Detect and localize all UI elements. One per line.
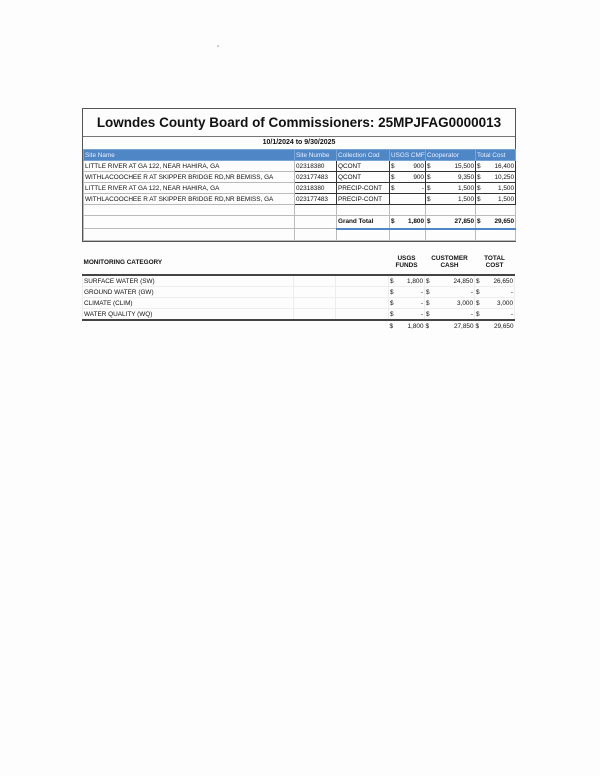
customer-cash: 24,850 [453, 277, 473, 285]
currency: $ [475, 322, 480, 330]
currency: $ [476, 288, 480, 296]
monitoring-category: SURFACE WATER (SW) [83, 275, 294, 287]
summary-row [83, 298, 515, 309]
collection-code: PRECIP-CONT [337, 194, 390, 205]
table-header [84, 150, 516, 161]
header-cell: CUSTOMER CASH [425, 250, 475, 275]
currency: $ [427, 173, 431, 181]
cooperator-amount: 15,500 [454, 162, 474, 170]
table-row [84, 172, 516, 183]
header-cell: Collection Cod [337, 150, 390, 161]
usgs-funds: 1,800 [407, 277, 423, 285]
site-name: LITTLE RIVER AT GA 122, NEAR HAHIRA, GA [84, 161, 295, 172]
table-row [84, 183, 516, 194]
summary-row [83, 287, 515, 298]
header-cell: MONITORING CATEGORY [83, 250, 294, 275]
currency: $ [390, 277, 394, 285]
collection-code: QCONT [337, 172, 390, 183]
total-cost: 26,650 [493, 277, 513, 285]
total-cost: 16,400 [494, 162, 514, 170]
total-cost: 1,500 [498, 184, 514, 192]
currency: $ [477, 218, 481, 226]
total-usgs: 1,800 [407, 322, 424, 330]
scan-speck [217, 45, 219, 47]
grand-total-coop: 27,850 [454, 218, 474, 226]
customer-cash: - [470, 288, 473, 296]
currency: $ [390, 310, 394, 318]
currency: $ [391, 162, 395, 170]
site-number: 02318380 [295, 161, 337, 172]
total-cash: 27,850 [453, 322, 474, 330]
currency: $ [477, 195, 481, 203]
currency: $ [476, 299, 480, 307]
currency: $ [425, 322, 430, 330]
grand-total-usgs: 1,800 [408, 218, 424, 226]
grand-total-label: Grand Total [337, 216, 390, 229]
header-cell: USGS FUNDS [389, 250, 425, 275]
document-title: Lowndes County Board of Commissioners: 25MPJFAG0000013 [83, 109, 515, 137]
currency: $ [427, 218, 431, 226]
currency: $ [427, 195, 431, 203]
currency: $ [477, 162, 481, 170]
currency: $ [477, 184, 481, 192]
total-cost: - [510, 310, 513, 318]
cost-table-box [82, 108, 516, 242]
period: 10/1/2024 to 9/30/2025 [262, 139, 336, 146]
total-cost: 10,250 [494, 173, 514, 181]
currency: $ [476, 310, 480, 318]
customer-cash: 3,000 [457, 299, 473, 307]
currency: $ [476, 277, 480, 285]
usgs-funds: - [420, 299, 423, 307]
customer-cash: - [470, 310, 473, 318]
currency: $ [391, 184, 395, 192]
currency: $ [426, 299, 430, 307]
site-name: WITHLACOOCHEE R AT SKIPPER BRIDGE RD,NR BEMISS, GA [84, 194, 295, 205]
header-cell: Site Numbe [295, 150, 337, 161]
cooperator-amount: 1,500 [458, 184, 474, 192]
header-cell: Site Name [84, 150, 295, 161]
currency: $ [391, 173, 395, 181]
summary-totals-row [83, 320, 515, 331]
site-number: 023177483 [295, 194, 337, 205]
monitoring-category: WATER QUALITY (WQ) [83, 309, 294, 321]
total-cost: 3,000 [497, 299, 513, 307]
usgs-cmf: - [421, 184, 424, 192]
usgs-funds: - [420, 310, 423, 318]
currency: $ [426, 310, 430, 318]
table-row [84, 161, 516, 172]
site-name: WITHLACOOCHEE R AT SKIPPER BRIDGE RD,NR BEMISS, GA [84, 172, 295, 183]
cooperator-amount: 9,350 [458, 173, 474, 181]
collection-code: PRECIP-CONT [337, 183, 390, 194]
header-cell: TOTAL COST [475, 250, 515, 275]
currency: $ [390, 288, 394, 296]
monitoring-category: CLIMATE (CLIM) [83, 298, 294, 309]
monitoring-summary-table [82, 250, 515, 331]
usgs-funds: - [420, 288, 423, 296]
site-name: LITTLE RIVER AT GA 122, NEAR HAHIRA, GA [84, 183, 295, 194]
currency: $ [426, 277, 430, 285]
collection-code: QCONT [337, 161, 390, 172]
header-cell: USGS CMF [391, 151, 425, 159]
site-cost-table [83, 149, 516, 241]
header-cell: Total Cost [476, 150, 516, 161]
currency: $ [427, 184, 431, 192]
header-cell: Cooperator [426, 150, 476, 161]
currency: $ [390, 299, 394, 307]
currency: $ [427, 162, 431, 170]
usgs-cmf: 900 [413, 173, 424, 181]
total-cost: 29,650 [493, 322, 514, 330]
currency: $ [391, 218, 395, 226]
summary-row [83, 309, 515, 321]
grand-total-total: 29,650 [494, 218, 514, 226]
summary-row [83, 275, 515, 287]
total-cost: 1,500 [498, 195, 514, 203]
currency: $ [426, 288, 430, 296]
cooperator-amount: 1,500 [458, 195, 474, 203]
table-row [84, 194, 516, 205]
summary-header [83, 250, 515, 275]
site-number: 023177483 [295, 172, 337, 183]
site-number: 02318380 [295, 183, 337, 194]
total-cost: - [510, 288, 513, 296]
monitoring-category: GROUND WATER (GW) [83, 287, 294, 298]
currency: $ [389, 322, 394, 330]
usgs-cmf: 900 [413, 162, 424, 170]
grand-total-row [84, 216, 516, 229]
currency: $ [477, 173, 481, 181]
